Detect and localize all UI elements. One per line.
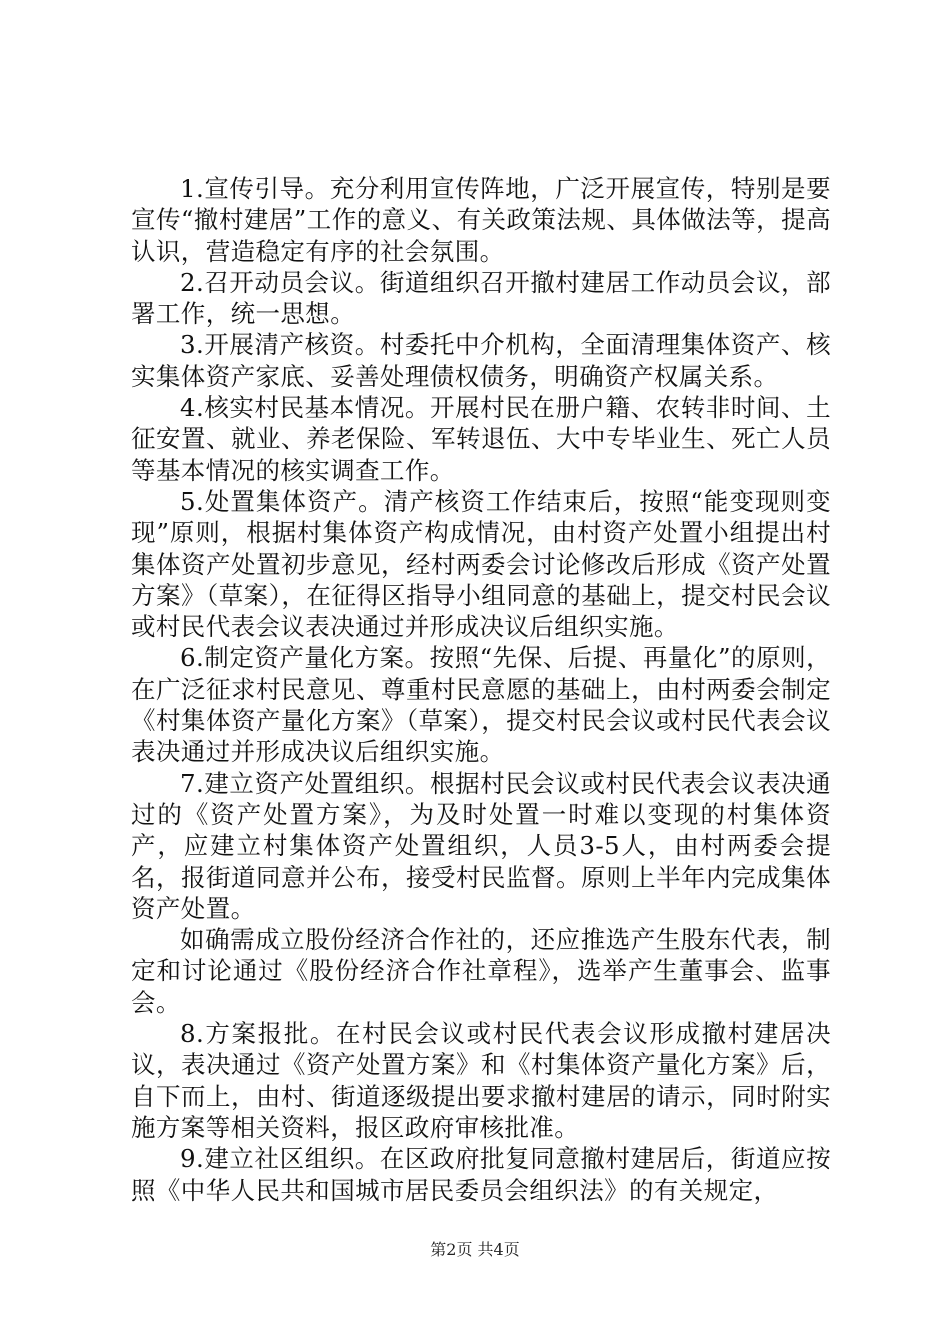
document-body	[131, 173, 831, 1206]
paragraph-disposal-organization: 7.建立资产处置组织。根据村民会议或村民代表会议表决通过的《资产处置方案》，为及时处置一时难以变现的村集体资产，应建立村集体资产处置组织，人员3-5人，由村两委会提名，报街道同意并公布，接受村民监督。原则上半年内完成集体资产处置。	[131, 768, 831, 923]
page-number: 第2页 共4页	[430, 1240, 520, 1259]
paragraph-verify-villagers: 4.核实村民基本情况。开展村民在册户籍、农转非时间、土征安置、就业、养老保险、军转退伍、大中专毕业生、死亡人员等基本情况的核实调查工作。	[131, 393, 831, 485]
paragraph-dispose-assets: 5.处置集体资产。清产核资工作结束后，按照“能变现则变现”原则，根据村集体资产构成情况，由村资产处置小组提出村集体资产处置初步意见，经村两委会讨论修改后形成《资产处置方案》（草案），在征得区指导小组同意的基础上，提交村民会议或村民代表会议表决通过并形成决议后组织实施。	[131, 486, 831, 642]
page-footer	[0, 1240, 950, 1260]
paragraph-community-organization: 9.建立社区组织。在区政府批复同意撤村建居后，街道应按照《中华人民共和国城市居民委员会组织法》的有关规定，	[131, 1144, 831, 1205]
paragraph-mobilization-meeting: 2.召开动员会议。街道组织召开撤村建居工作动员会议，部署工作，统一思想。	[131, 267, 831, 329]
paragraph-plan-approval: 8.方案报批。在村民会议或村民代表会议形成撤村建居决议，表决通过《资产处置方案》和《村集体资产量化方案》后，自下而上，由村、街道逐级提出要求撤村建居的请示，同时附实施方案等相关资料，报区政府审核批准。	[131, 1019, 831, 1142]
paragraph-asset-audit: 3.开展清产核资。村委托中介机构，全面清理集体资产、核实集体资产家底、妥善处理债权债务，明确资产权属关系。	[131, 330, 831, 391]
paragraph-cooperative: 如确需成立股份经济合作社的，还应推选产生股东代表，制定和讨论通过《股份经济合作社章程》，选举产生董事会、监事会。	[131, 925, 831, 1017]
paragraph-publicity: 1.宣传引导。充分利用宣传阵地，广泛开展宣传，特别是要宣传“撤村建居”工作的意义、有关政策法规、具体做法等，提高认识，营造稳定有序的社会氛围。	[131, 174, 831, 266]
paragraph-quantification-plan: 6.制定资产量化方案。按照“先保、后提、再量化”的原则，在广泛征求村民意见、尊重村民意愿的基础上，由村两委会制定《村集体资产量化方案》（草案），提交村民会议或村民代表会议表决通过并形成决议后组织实施。	[131, 643, 831, 767]
